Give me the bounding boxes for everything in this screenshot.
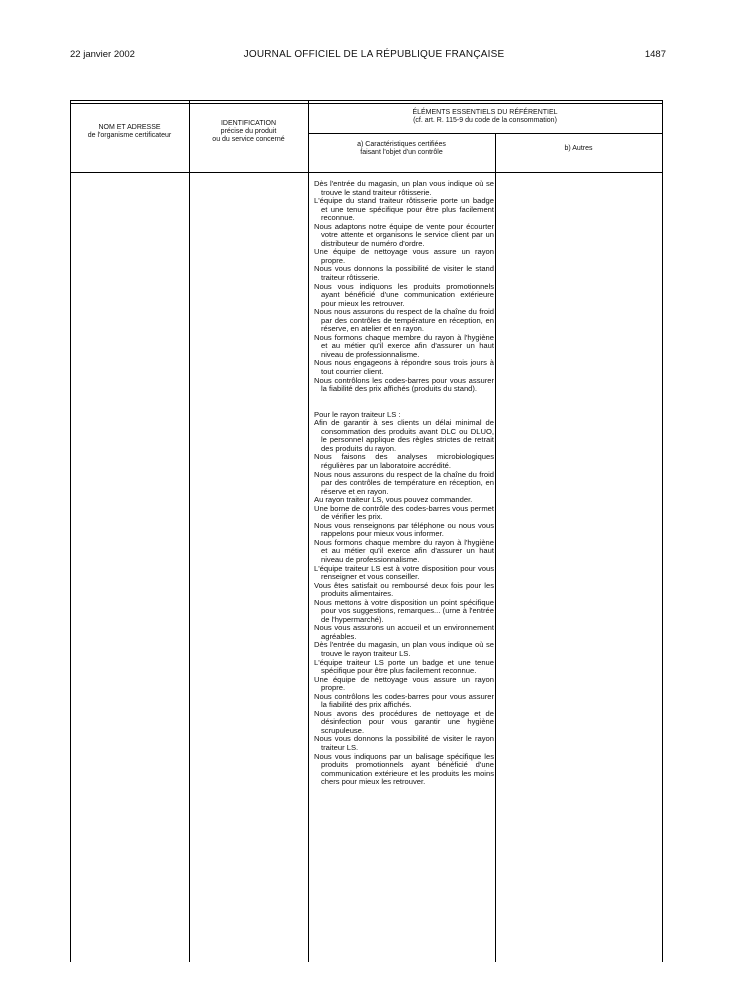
- header-caracteristiques: [308, 141, 495, 157]
- caracteristiques-column: [314, 180, 494, 787]
- paragraph: Nous vous indiquons les produits promotionnels ayant bénéficié d'une communication extérieure pour mieux les retrouver.: [314, 281, 494, 308]
- paragraph: Nous vous indiquons par un balisage spécifique les produits promotionnels ayant bénéficié d'une communication extérieure et les produits les moins chers pour mieux les retrouver.: [314, 751, 494, 787]
- header-identification: [189, 120, 308, 144]
- paragraph: L'équipe traiteur LS est à votre disposition pour vous renseigner et vous conseiller.: [314, 563, 494, 582]
- paragraph: Au rayon traiteur LS, vous pouvez commander.: [314, 495, 473, 505]
- paragraph: Nous contrôlons les codes-barres pour vous assurer la fiabilité des prix affichés.: [314, 691, 494, 710]
- paragraph: Nous avons des procédures de nettoyage et de désinfection pour vous garantir une hygiène scrupuleuse.: [314, 708, 494, 735]
- paragraph: Nous vous renseignons par téléphone ou nous vous rappelons pour mieux vous informer.: [314, 520, 494, 539]
- header-a-line1: a) Caractéristiques certifiées: [357, 141, 446, 148]
- section-rayon-traiteur-ls: [314, 419, 494, 787]
- paragraph: Nous mettons à votre disposition un point spécifique pour vos suggestions, remarques... (urne à l'entrée de l'hypermarché).: [314, 597, 494, 624]
- header-identification-line1: IDENTIFICATION: [220, 120, 277, 127]
- header-organisme: [70, 124, 189, 140]
- paragraph: Nous nous assurons du respect de la chaîne du froid par des contrôles de température en réception, en réserve, en atelier et en rayon.: [314, 307, 494, 334]
- paragraph: Nous formons chaque membre du rayon à l'hygiène et au métier qu'il exerce afin d'assurer un haut niveau de professionnalisme.: [314, 332, 494, 359]
- section-stand-traiteur: [314, 180, 494, 394]
- header-identification-line3: ou du service concerné: [212, 136, 285, 143]
- header-group-line1: ÉLÉMENTS ESSENTIELS DU RÉFÉRENTIEL: [412, 109, 558, 116]
- paragraph: L'équipe traiteur LS porte un badge et une tenue spécifique pour être plus facilement reconnue.: [314, 657, 494, 676]
- paragraph: Une équipe de nettoyage vous assure un rayon propre.: [314, 674, 494, 693]
- page-date: 22 janvier 2002: [70, 49, 135, 60]
- header-autres: b) Autres: [564, 145, 593, 152]
- journal-title: JOURNAL OFFICIEL DE LA RÉPUBLIQUE FRANÇAISE: [243, 49, 505, 60]
- paragraph: Afin de garantir à ses clients un délai minimal de consommation des produits avant DLC ou DLUO, le personnel applique des règles strictes de retrait des produits du rayon.: [314, 418, 494, 453]
- header-organisme-line2: de l'organisme certificateur: [87, 132, 172, 139]
- paragraph: Nous contrôlons les codes-barres pour vous assurer la fiabilité des prix affichés (produits du stand).: [314, 375, 494, 394]
- paragraph: Nous nous assurons du respect de la chaîne du froid par des contrôles de température en réception, en réserve et en rayon.: [314, 469, 494, 496]
- paragraph: Nous vous donnons la possibilité de visiter le rayon traiteur LS.: [314, 734, 494, 752]
- header-organisme-line1: NOM ET ADRESSE: [98, 124, 161, 131]
- paragraph: L'équipe du stand traiteur rôtisserie porte un badge et une tenue spécifique pour être plus facilement reconnue.: [314, 196, 494, 223]
- paragraph: Nous formons chaque membre du rayon à l'hygiène et au métier qu'il exerce afin d'assurer un haut niveau de professionnalisme.: [314, 537, 494, 564]
- header-a-line2: faisant l'objet d'un contrôle: [360, 149, 443, 156]
- paragraph: Nous vous assurons un accueil et un environnement agréables.: [314, 623, 494, 641]
- header-group-line2: (cf. art. R. 115-9 du code de la consommation): [413, 117, 557, 124]
- page-number: 1487: [644, 49, 666, 60]
- paragraph: Nous vous donnons la possibilité de visiter le stand traiteur rôtisserie.: [314, 264, 494, 283]
- paragraph: Dès l'entrée du magasin, un plan vous indique où se trouve le stand traiteur rôtisserie.: [314, 179, 494, 197]
- paragraph: Nous nous engageons à répondre sous trois jours à tout courrier client.: [314, 358, 494, 377]
- paragraph: Nous adaptons notre équipe de vente pour écourter votre attente et organisons le service client par un distributeur de numéro d'ordre.: [314, 221, 494, 248]
- paragraph: Nous faisons des analyses microbiologiques régulières par un laboratoire accrédité.: [314, 452, 494, 470]
- header-identification-line2: précise du produit: [220, 128, 277, 135]
- paragraph: Une borne de contrôle des codes-barres vous permet de vérifier les prix.: [314, 503, 494, 522]
- header-elements-essentiels: [308, 109, 662, 125]
- paragraph: Une équipe de nettoyage vous assure un rayon propre.: [314, 247, 494, 265]
- paragraph: Dès l'entrée du magasin, un plan vous indique où se trouve le rayon traiteur LS.: [314, 640, 494, 658]
- section-heading-traiteur-ls: Pour le rayon traiteur LS :: [314, 409, 401, 419]
- paragraph: Vous êtes satisfait ou remboursé deux fois pour les produits alimentaires.: [314, 580, 494, 599]
